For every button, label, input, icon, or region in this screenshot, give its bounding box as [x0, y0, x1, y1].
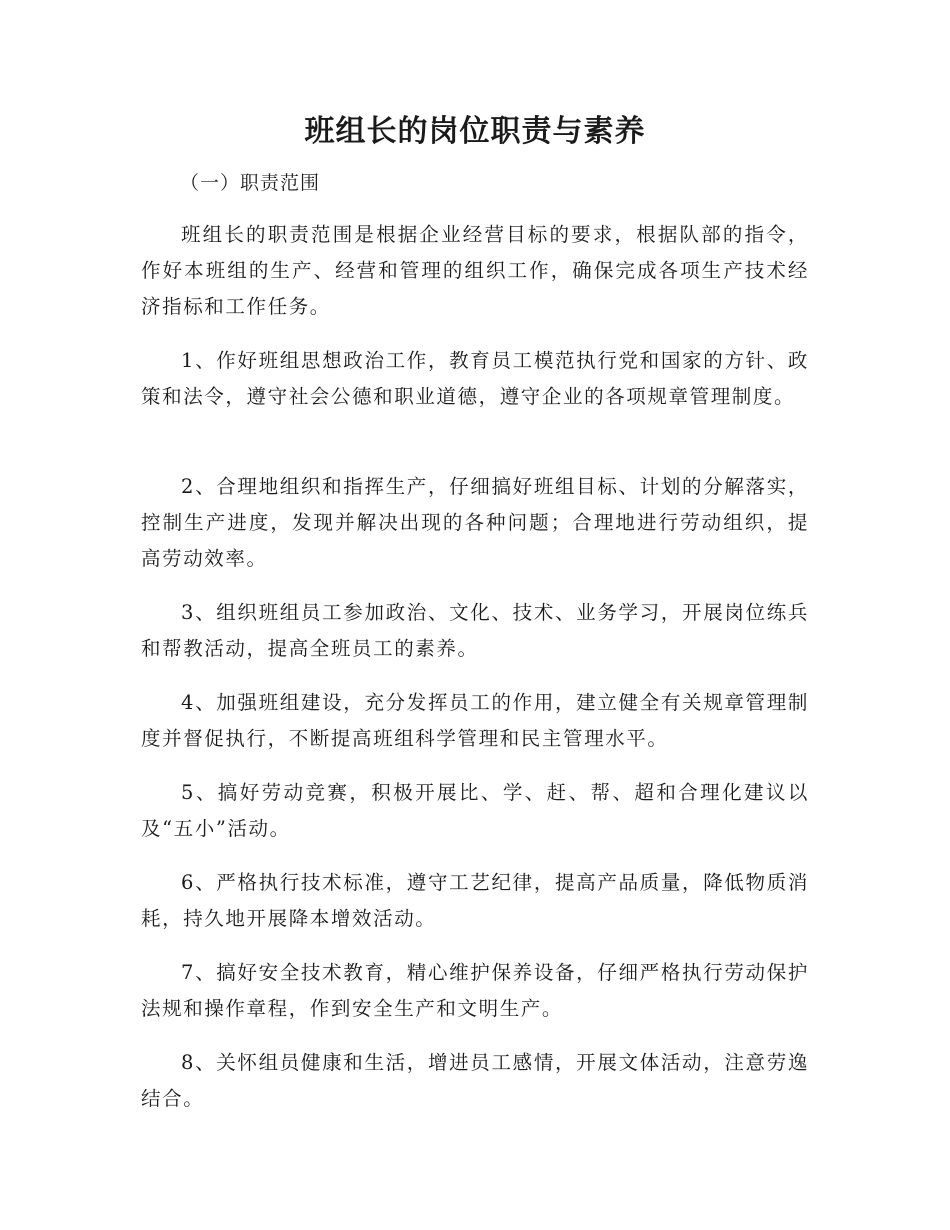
paragraph-item-3: 3、组织班组员工参加政治、文化、技术、业务学习，开展岗位练兵和帮教活动，提高全班员工的素养。 — [141, 601, 809, 660]
paragraph-item-5: 5、搞好劳动竞赛，积极开展比、学、赶、帮、超和合理化建议以及“五小”活动。 — [141, 781, 809, 840]
paragraph-item-2: 2、合理地组织和指挥生产，仔细搞好班组目标、计划的分解落实，控制生产进度，发现并解决出现的各种问题；合理地进行劳动组织，提高劳动效率。 — [141, 475, 809, 570]
paragraph-item-6: 6、严格执行技术标准，遵守工艺纪律，提高产品质量，降低物质消耗，持久地开展降本增效活动。 — [141, 871, 809, 930]
document-title: 班组长的岗位职责与素养 — [304, 114, 646, 149]
section-heading: （一）职责范围 — [180, 172, 321, 194]
paragraph-intro: 班组长的职责范围是根据企业经营目标的要求，根据队部的指令，作好本班组的生产、经营和管理的组织工作，确保完成各项生产技术经济指标和工作任务。 — [141, 223, 809, 318]
paragraph-item-1: 1、作好班组思想政治工作，教育员工模范执行党和国家的方针、政策和法令，遵守社会公德和职业道德，遵守企业的各项规章管理制度。 — [141, 349, 809, 408]
paragraph-item-8: 8、关怀组员健康和生活，增进员工感情，开展文体活动，注意劳逸结合。 — [141, 1051, 809, 1110]
paragraph-item-7: 7、搞好安全技术教育，精心维护保养设备，仔细严格执行劳动保护法规和操作章程，作到安全生产和文明生产。 — [141, 961, 809, 1020]
paragraph-item-4: 4、加强班组建设，充分发挥员工的作用，建立健全有关规章管理制度并督促执行，不断提高班组科学管理和民主管理水平。 — [141, 691, 809, 750]
